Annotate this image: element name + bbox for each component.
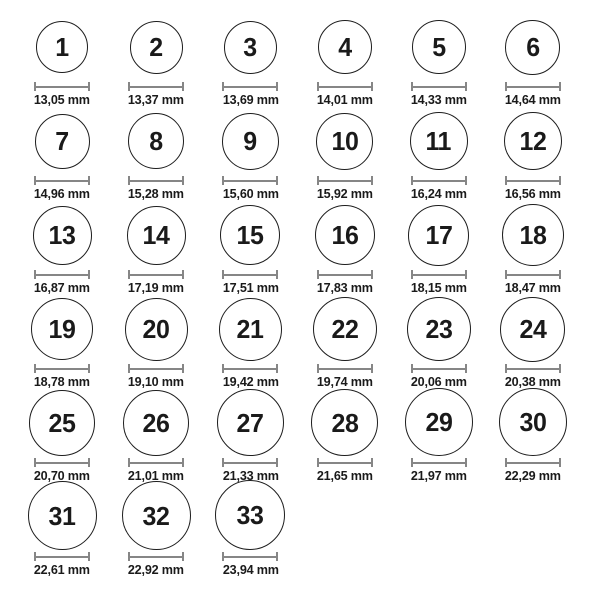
ring-size-cell	[15, 296, 109, 390]
ring-size-number: 12	[519, 126, 547, 156]
diameter-label: 22,61 mm	[34, 562, 91, 577]
ring-circle	[504, 112, 562, 170]
diameter-measure-bracket	[222, 552, 278, 561]
ring-size-number: 2	[149, 32, 163, 62]
diameter-label: 19,42 mm	[222, 374, 279, 389]
measure-line	[36, 368, 88, 370]
ring-circle	[215, 480, 285, 550]
ring-circle-wrap	[219, 296, 282, 362]
diameter-label: 15,28 mm	[128, 186, 185, 201]
ring-size-number: 27	[236, 407, 264, 438]
measure-line	[319, 180, 371, 182]
ring-size-cell	[203, 14, 297, 108]
measure-tick-right-icon	[88, 82, 90, 91]
ring-circle	[219, 298, 282, 361]
ring-circle-wrap	[500, 296, 565, 362]
diameter-measure-bracket	[505, 82, 561, 91]
diameter-label: 16,56 mm	[504, 186, 561, 201]
ring-size-cell	[203, 108, 297, 202]
ring-circle	[407, 297, 471, 361]
ring-size-number: 3	[243, 32, 258, 62]
measure-tick-right-icon	[371, 82, 373, 91]
ring-circle	[405, 388, 473, 456]
ring-size-cell	[392, 390, 486, 484]
ring-circle	[224, 21, 277, 74]
ring-size-cell	[109, 14, 203, 108]
ring-circle-wrap	[410, 108, 468, 174]
diameter-label: 17,19 mm	[128, 280, 185, 295]
measure-tick-right-icon	[182, 458, 184, 467]
measure-tick-right-icon	[88, 364, 90, 373]
ring-size-number: 25	[48, 408, 76, 438]
diameter-measure-bracket	[222, 458, 278, 467]
measure-line	[130, 368, 182, 370]
measure-tick-right-icon	[465, 458, 467, 467]
ring-size-cell	[392, 108, 486, 202]
ring-circle-wrap	[215, 480, 285, 550]
ring-size-number: 17	[425, 220, 453, 250]
measure-tick-right-icon	[88, 552, 90, 561]
measure-line	[36, 274, 88, 276]
measure-tick-right-icon	[88, 458, 90, 467]
ring-circle-wrap	[29, 390, 95, 456]
diameter-label: 14,33 mm	[410, 92, 467, 107]
ring-circle-wrap	[318, 14, 372, 80]
ring-size-number: 7	[55, 126, 69, 156]
ring-size-cell	[109, 296, 203, 390]
ring-circle	[128, 113, 184, 169]
ring-circle	[410, 112, 468, 170]
diameter-label: 13,05 mm	[34, 92, 91, 107]
ring-size-number: 16	[331, 220, 358, 250]
ring-circle-wrap	[313, 296, 377, 362]
measure-tick-right-icon	[88, 270, 90, 279]
measure-line	[130, 274, 182, 276]
ring-size-number: 23	[425, 314, 453, 344]
ring-size-cell	[203, 484, 297, 578]
diameter-measure-bracket	[317, 364, 373, 373]
ring-circle-wrap	[123, 390, 189, 456]
ring-size-cell	[203, 390, 297, 484]
diameter-label: 17,51 mm	[222, 280, 279, 295]
ring-circle	[122, 481, 191, 550]
ring-circle-wrap	[315, 202, 375, 268]
measure-tick-right-icon	[559, 176, 561, 185]
measure-line	[413, 274, 465, 276]
measure-line	[413, 180, 465, 182]
ring-circle-wrap	[31, 296, 93, 362]
diameter-measure-bracket	[128, 458, 184, 467]
measure-tick-right-icon	[276, 364, 278, 373]
ring-size-cell	[297, 202, 391, 296]
ring-circle	[217, 389, 284, 456]
ring-size-cell	[15, 484, 109, 578]
diameter-measure-bracket	[505, 364, 561, 373]
diameter-measure-bracket	[505, 176, 561, 185]
diameter-label: 20,06 mm	[410, 374, 467, 389]
ring-circle	[222, 113, 279, 170]
ring-circle-wrap	[412, 14, 466, 80]
measure-tick-right-icon	[465, 364, 467, 373]
measure-line	[130, 556, 182, 558]
measure-tick-right-icon	[559, 82, 561, 91]
ring-circle-wrap	[36, 14, 88, 80]
diameter-measure-bracket	[222, 176, 278, 185]
ring-size-cell	[297, 108, 391, 202]
diameter-measure-bracket	[317, 82, 373, 91]
ring-circle-wrap	[405, 388, 473, 456]
measure-line	[130, 462, 182, 464]
ring-size-number: 29	[425, 407, 453, 437]
diameter-measure-bracket	[128, 552, 184, 561]
diameter-label: 22,92 mm	[128, 562, 185, 577]
measure-line	[36, 556, 88, 558]
measure-tick-right-icon	[276, 552, 278, 561]
ring-circle	[408, 205, 469, 266]
measure-line	[224, 462, 276, 464]
ring-circle-wrap	[33, 202, 92, 268]
diameter-label: 21,33 mm	[222, 468, 279, 483]
diameter-label: 14,01 mm	[316, 92, 373, 107]
measure-tick-right-icon	[371, 270, 373, 279]
ring-size-cell	[203, 202, 297, 296]
diameter-measure-bracket	[222, 82, 278, 91]
ring-size-number: 8	[149, 126, 163, 156]
ring-circle	[313, 297, 377, 361]
ring-size-cell	[297, 296, 391, 390]
ring-size-cell	[486, 296, 580, 390]
ring-size-cell	[15, 14, 109, 108]
measure-tick-right-icon	[276, 270, 278, 279]
ring-size-cell	[486, 108, 580, 202]
ring-circle-wrap	[407, 296, 471, 362]
ring-circle-wrap	[35, 108, 90, 174]
ring-size-cell	[15, 202, 109, 296]
measure-line	[413, 86, 465, 88]
ring-size-number: 10	[331, 126, 358, 156]
measure-tick-right-icon	[182, 552, 184, 561]
ring-size-number: 18	[519, 220, 547, 250]
diameter-label: 19,74 mm	[316, 374, 373, 389]
diameter-measure-bracket	[222, 364, 278, 373]
ring-size-cell	[297, 390, 391, 484]
diameter-measure-bracket	[317, 270, 373, 279]
measure-line	[36, 86, 88, 88]
ring-size-number: 4	[337, 32, 352, 62]
diameter-measure-bracket	[317, 176, 373, 185]
ring-circle-wrap	[122, 481, 191, 550]
ring-circle	[500, 297, 565, 362]
ring-size-cell	[392, 202, 486, 296]
ring-circle-wrap	[311, 389, 378, 456]
ring-circle	[318, 20, 372, 74]
ring-circle	[127, 206, 186, 265]
ring-size-cell	[486, 202, 580, 296]
diameter-label: 15,92 mm	[316, 186, 373, 201]
ring-size-number: 1	[55, 32, 69, 62]
measure-line	[130, 180, 182, 182]
ring-circle	[316, 113, 373, 170]
ring-size-number: 9	[243, 126, 258, 156]
measure-line	[319, 86, 371, 88]
measure-tick-right-icon	[276, 458, 278, 467]
diameter-label: 16,24 mm	[410, 186, 467, 201]
measure-tick-right-icon	[465, 82, 467, 91]
diameter-label: 17,83 mm	[316, 280, 373, 295]
ring-size-number: 15	[236, 220, 264, 250]
diameter-measure-bracket	[411, 364, 467, 373]
diameter-measure-bracket	[34, 176, 90, 185]
ring-size-number: 28	[331, 407, 358, 438]
ring-size-cell	[392, 296, 486, 390]
ring-size-number: 21	[236, 314, 264, 344]
ring-size-cell	[15, 108, 109, 202]
diameter-label: 22,29 mm	[504, 468, 561, 483]
ring-circle	[505, 20, 560, 75]
measure-tick-right-icon	[371, 458, 373, 467]
ring-size-number: 19	[48, 314, 76, 344]
ring-circle-wrap	[127, 202, 186, 268]
diameter-measure-bracket	[128, 364, 184, 373]
measure-line	[507, 462, 559, 464]
ring-size-cell	[15, 390, 109, 484]
diameter-measure-bracket	[222, 270, 278, 279]
ring-circle-wrap	[28, 481, 97, 550]
ring-circle	[29, 390, 95, 456]
diameter-measure-bracket	[34, 270, 90, 279]
diameter-label: 18,47 mm	[504, 280, 561, 295]
measure-line	[507, 86, 559, 88]
diameter-label: 13,37 mm	[128, 92, 185, 107]
diameter-label: 14,96 mm	[34, 186, 91, 201]
measure-tick-right-icon	[182, 176, 184, 185]
measure-tick-right-icon	[559, 364, 561, 373]
diameter-label: 23,94 mm	[222, 562, 279, 577]
measure-tick-right-icon	[182, 364, 184, 373]
diameter-measure-bracket	[411, 82, 467, 91]
ring-size-number: 33	[236, 500, 264, 530]
ring-size-cell	[297, 14, 391, 108]
ring-circle	[502, 204, 564, 266]
measure-line	[507, 368, 559, 370]
measure-line	[224, 274, 276, 276]
diameter-label: 19,10 mm	[128, 374, 185, 389]
ring-size-cell	[109, 202, 203, 296]
measure-tick-right-icon	[276, 82, 278, 91]
ring-circle-wrap	[224, 14, 277, 80]
ring-size-cell	[486, 390, 580, 484]
ring-circle-wrap	[505, 14, 560, 80]
ring-size-number: 30	[519, 407, 547, 437]
ring-circle-wrap	[128, 108, 184, 174]
measure-tick-right-icon	[182, 82, 184, 91]
ring-size-number: 5	[432, 32, 446, 62]
ring-circle-wrap	[222, 108, 279, 174]
ring-size-cell	[486, 14, 580, 108]
measure-line	[413, 368, 465, 370]
diameter-label: 18,15 mm	[410, 280, 467, 295]
diameter-measure-bracket	[128, 82, 184, 91]
ring-size-number: 31	[48, 500, 76, 531]
ring-circle	[123, 390, 189, 456]
measure-line	[319, 274, 371, 276]
measure-line	[319, 462, 371, 464]
measure-tick-right-icon	[276, 176, 278, 185]
measure-tick-right-icon	[559, 458, 561, 467]
measure-tick-right-icon	[559, 270, 561, 279]
diameter-measure-bracket	[34, 82, 90, 91]
ring-circle-wrap	[504, 108, 562, 174]
ring-circle	[33, 206, 92, 265]
diameter-measure-bracket	[411, 270, 467, 279]
ring-circle	[412, 20, 466, 74]
measure-line	[319, 368, 371, 370]
measure-line	[224, 368, 276, 370]
ring-size-cell	[392, 14, 486, 108]
measure-line	[224, 556, 276, 558]
diameter-label: 20,38 mm	[504, 374, 561, 389]
diameter-measure-bracket	[317, 458, 373, 467]
measure-line	[413, 462, 465, 464]
ring-circle-wrap	[316, 108, 373, 174]
ring-circle	[35, 114, 90, 169]
diameter-label: 18,78 mm	[34, 374, 91, 389]
ring-circle	[130, 21, 183, 74]
ring-circle	[31, 298, 93, 360]
diameter-label: 16,87 mm	[34, 280, 91, 295]
ring-circle	[36, 21, 88, 73]
measure-tick-right-icon	[88, 176, 90, 185]
measure-tick-right-icon	[465, 270, 467, 279]
diameter-measure-bracket	[411, 458, 467, 467]
ring-circle	[311, 389, 378, 456]
ring-size-cell	[109, 390, 203, 484]
ring-size-number: 26	[142, 408, 170, 438]
measure-tick-right-icon	[465, 176, 467, 185]
ring-circle	[499, 388, 567, 456]
ring-circle	[220, 205, 280, 265]
ring-circle-wrap	[125, 296, 188, 362]
ring-circle-wrap	[130, 14, 183, 80]
ring-size-number: 20	[142, 314, 170, 344]
diameter-label: 21,97 mm	[410, 468, 467, 483]
ring-size-cell	[109, 108, 203, 202]
ring-size-cell	[109, 484, 203, 578]
measure-line	[36, 180, 88, 182]
ring-size-number: 24	[519, 314, 547, 344]
ring-circle	[315, 205, 375, 265]
ring-size-number: 14	[142, 220, 170, 250]
measure-line	[507, 274, 559, 276]
ring-circle-wrap	[499, 388, 567, 456]
measure-line	[224, 86, 276, 88]
ring-circle-wrap	[217, 389, 284, 456]
measure-tick-right-icon	[371, 364, 373, 373]
diameter-label: 21,01 mm	[128, 468, 185, 483]
ring-circle-wrap	[220, 202, 280, 268]
measure-tick-right-icon	[371, 176, 373, 185]
measure-line	[36, 462, 88, 464]
diameter-measure-bracket	[34, 364, 90, 373]
diameter-label: 13,69 mm	[222, 92, 279, 107]
ring-size-cell	[203, 296, 297, 390]
diameter-measure-bracket	[505, 270, 561, 279]
measure-line	[224, 180, 276, 182]
measure-tick-right-icon	[182, 270, 184, 279]
ring-size-number: 22	[331, 314, 358, 344]
measure-line	[507, 180, 559, 182]
ring-circle-wrap	[502, 202, 564, 268]
diameter-measure-bracket	[34, 552, 90, 561]
diameter-measure-bracket	[34, 458, 90, 467]
diameter-label: 20,70 mm	[34, 468, 91, 483]
diameter-label: 21,65 mm	[316, 468, 373, 483]
ring-circle	[125, 298, 188, 361]
diameter-label: 15,60 mm	[222, 186, 279, 201]
measure-line	[130, 86, 182, 88]
diameter-label: 14,64 mm	[504, 92, 561, 107]
diameter-measure-bracket	[411, 176, 467, 185]
ring-size-number: 11	[426, 126, 452, 156]
ring-circle	[28, 481, 97, 550]
ring-size-number: 13	[48, 220, 76, 250]
diameter-measure-bracket	[505, 458, 561, 467]
ring-size-number: 32	[142, 500, 170, 531]
ring-circle-wrap	[408, 202, 469, 268]
diameter-measure-bracket	[128, 270, 184, 279]
diameter-measure-bracket	[128, 176, 184, 185]
ring-size-number: 6	[526, 32, 540, 62]
